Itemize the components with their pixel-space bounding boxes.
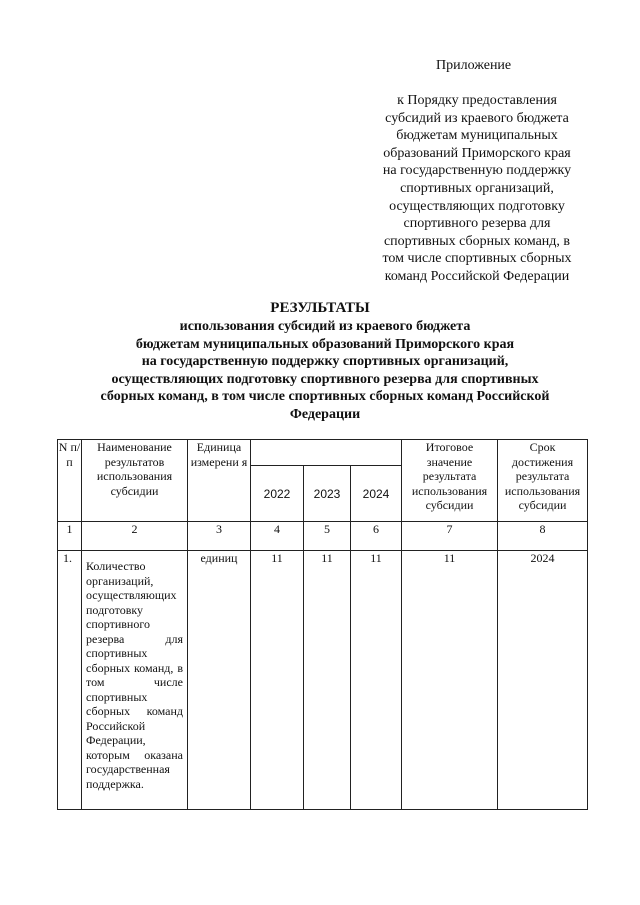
appendix-line: том числе спортивных сборных <box>382 251 572 267</box>
table-row <box>58 551 588 810</box>
appendix-line: к Порядку предоставления <box>397 93 557 108</box>
row-deadline: 2024 <box>498 551 588 810</box>
subtitle-line: на государственную поддержку спортивных организаций, <box>141 354 509 370</box>
column-number: 3 <box>188 522 251 551</box>
appendix-line: на государственную поддержку <box>382 163 572 179</box>
row-total: 11 <box>402 551 498 810</box>
appendix-reference <box>356 92 598 286</box>
appendix-line: спортивных организаций, <box>400 180 554 196</box>
column-number: 4 <box>251 522 304 551</box>
table-header-row <box>58 440 588 466</box>
column-number: 2 <box>82 522 188 551</box>
results-table <box>57 439 588 810</box>
appendix-line: бюджетам муниципальных <box>396 128 558 144</box>
row-value-2022: 11 <box>251 551 304 810</box>
column-number: 1 <box>58 522 82 551</box>
header-num: N п/п <box>58 440 82 522</box>
header-deadline: Срок достижения результата использования субсидии <box>498 440 588 522</box>
row-unit: единиц <box>188 551 251 810</box>
appendix-line: осуществляющих подготовку <box>389 198 565 214</box>
row-value-2024: 11 <box>351 551 402 810</box>
subtitle-line: Федерации <box>289 406 361 422</box>
subtitle-line: использования субсидий из краевого бюджета <box>179 319 471 334</box>
row-value-2023: 11 <box>304 551 351 810</box>
subtitle-line: сборных команд, в том числе спортивных сборных команд Российской <box>100 389 550 405</box>
column-number: 8 <box>498 522 588 551</box>
appendix-title: Приложение <box>436 58 512 73</box>
header-years-group <box>251 440 402 466</box>
subtitle-line: бюджетам муниципальных образований Приморского края <box>135 336 515 352</box>
document-title: РЕЗУЛЬТАТЫ <box>270 300 370 316</box>
column-number-row <box>58 522 588 551</box>
header-unit: Единица измерени я <box>188 440 251 522</box>
row-number: 1. <box>58 551 82 810</box>
column-number: 7 <box>402 522 498 551</box>
header-year: 2023 <box>304 466 351 522</box>
header-year: 2022 <box>251 466 304 522</box>
appendix-line: спортивных сборных команд, в <box>383 233 571 249</box>
appendix-line: субсидий из краевого бюджета <box>385 110 569 126</box>
header-year: 2024 <box>351 466 402 522</box>
appendix-line: команд Российской Федерации <box>384 268 570 284</box>
appendix-line: образований Приморского края <box>383 145 571 161</box>
subtitle-line: осуществляющих подготовку спортивного резерва для спортивных <box>111 371 539 387</box>
appendix-line: спортивного резерва для <box>403 216 551 232</box>
header-total: Итоговое значение результата использования субсидии <box>402 440 498 522</box>
column-number: 5 <box>304 522 351 551</box>
document-subtitle <box>40 318 610 424</box>
header-name: Наименование результатов использования субсидии <box>82 440 188 522</box>
column-number: 6 <box>351 522 402 551</box>
row-name: Количество организаций, осуществляющих подготовку спортивного резерва для спортивных сборных команд, в том числе спортивных сборных команд Российской Федерации, которым оказана государственная поддержка. <box>82 551 188 810</box>
